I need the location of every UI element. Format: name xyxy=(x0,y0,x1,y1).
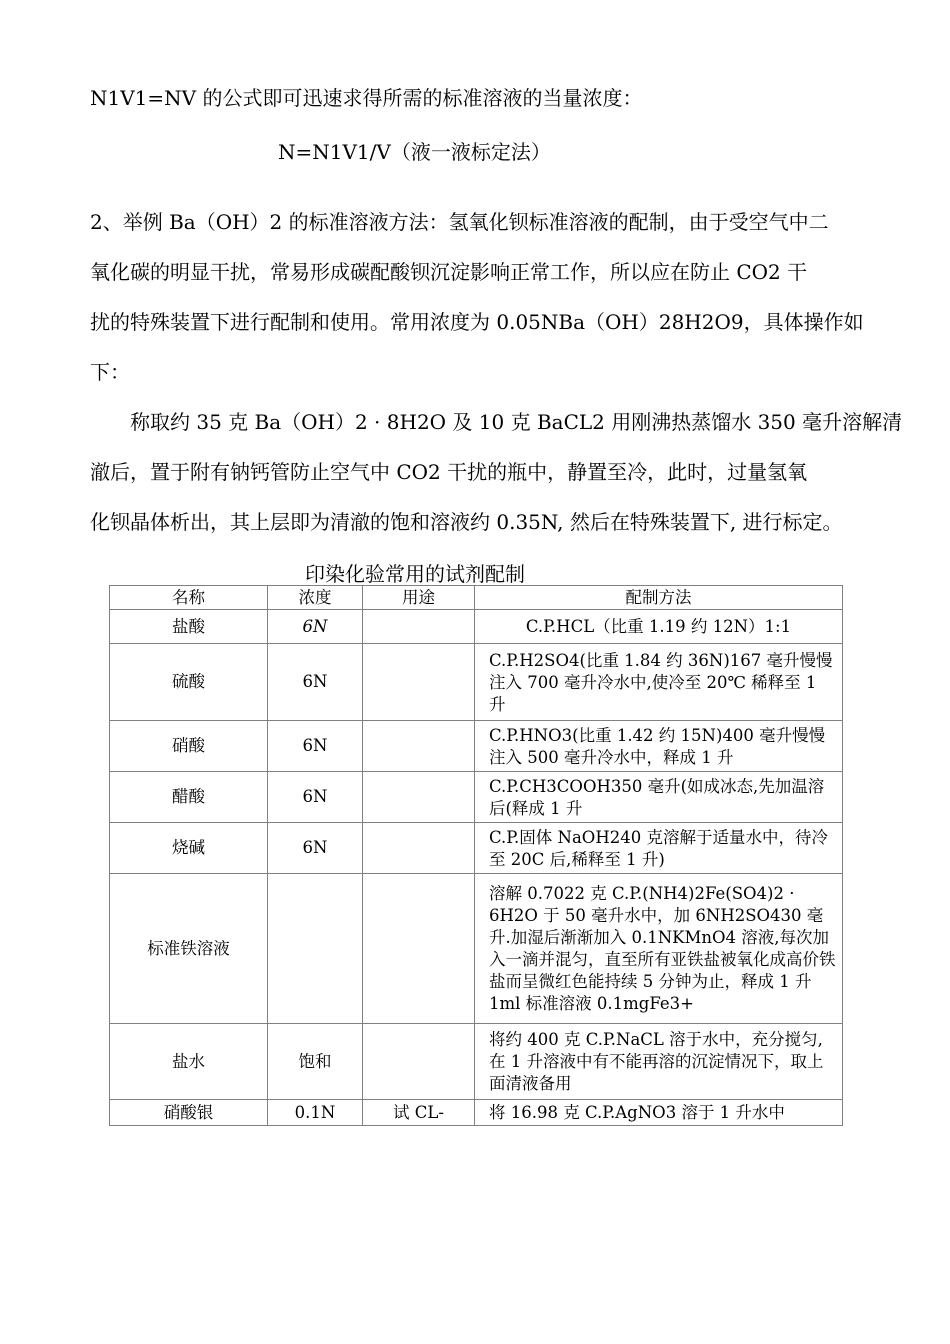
reagent-name: 硝酸 xyxy=(110,721,268,772)
reagent-concentration: 0.1N xyxy=(268,1100,363,1126)
reagent-method: 将约 400 克 C.P.NaCL 溶于水中，充分搅匀, 在 1 升溶液中有不能再溶的沉淀情况下，取上面清液备用 xyxy=(475,1024,843,1100)
reagent-concentration: 饱和 xyxy=(268,1024,363,1100)
body-text-line: 2、举例 Ba（OH）2 的标准溶液方法：氢氧化钡标准溶液的配制，由于受空气中二 xyxy=(90,210,829,234)
reagent-method: C.P.HCL（比重 1.19 约 12N）1:1 xyxy=(475,610,843,644)
reagent-name: 硝酸银 xyxy=(110,1100,268,1126)
reagent-use xyxy=(363,610,475,644)
reagent-name: 盐水 xyxy=(110,1024,268,1100)
reagent-concentration: 6N xyxy=(268,823,363,874)
reagent-concentration: 6N xyxy=(268,772,363,823)
reagent-use xyxy=(363,1024,475,1100)
reagent-method: C.P.CH3COOH350 毫升(如成冰态,先加温溶后(释成 1 升 xyxy=(475,772,843,823)
reagent-use xyxy=(363,874,475,1024)
table-header-row xyxy=(110,586,843,610)
table-row xyxy=(110,610,843,644)
table-caption: 印染化验常用的试剂配制 xyxy=(305,562,525,586)
formula-line: N=N1V1/V（液一液标定法） xyxy=(278,140,551,164)
body-text-line: 化钡晶体析出，其上层即为清澈的饱和溶液约 0.35N, 然后在特殊装置下, 进行标定。 xyxy=(90,510,843,534)
table-row xyxy=(110,721,843,772)
column-header-name: 名称 xyxy=(110,586,268,610)
reagent-use xyxy=(363,721,475,772)
reagent-method: C.P.H2SO4(比重 1.84 约 36N)167 毫升慢慢注入 700 毫升冷水中,使冷至 20℃ 稀释至 1 升 xyxy=(475,644,843,721)
reagent-method: C.P.HNO3(比重 1.42 约 15N)400 毫升慢慢注入 500 毫升冷水中，释成 1 升 xyxy=(475,721,843,772)
reagent-concentration: 6N xyxy=(268,721,363,772)
table-row xyxy=(110,1024,843,1100)
table-row xyxy=(110,1100,843,1126)
reagent-table xyxy=(109,585,843,1126)
table-row xyxy=(110,823,843,874)
column-header-concentration: 浓度 xyxy=(268,586,363,610)
table-row xyxy=(110,644,843,721)
reagent-method: 将 16.98 克 C.P.AgNO3 溶于 1 升水中 xyxy=(475,1100,843,1126)
reagent-name: 标准铁溶液 xyxy=(110,874,268,1024)
table-row xyxy=(110,772,843,823)
body-text-line: 扰的特殊装置下进行配制和使用。常用浓度为 0.05NBa（OH）28H2O9，具体操作如 xyxy=(90,310,864,334)
reagent-name: 醋酸 xyxy=(110,772,268,823)
reagent-method: 溶解 0.7022 克 C.P.(NH4)2Fe(SO4)2 · 6H2O 于 50 毫升水中，加 6NH2SO430 毫升.加湿后渐渐加入 0.1NKMnO4 溶液,每次加入一滴并混匀，直至所有亚铁盐被氧化成高价铁盐而呈微红色能持续 5 分钟为止，释成 1 升 1ml 标准溶液 0.1mgFe3+ xyxy=(475,874,843,1024)
reagent-name: 硫酸 xyxy=(110,644,268,721)
reagent-use xyxy=(363,644,475,721)
body-text-line: 氧化碳的明显干扰，常易形成碳配酸钡沉淀影响正常工作，所以应在防止 CO2 干 xyxy=(90,260,808,284)
reagent-use xyxy=(363,823,475,874)
reagent-name: 烧碱 xyxy=(110,823,268,874)
body-text-line: 澈后，置于附有钠钙管防止空气中 CO2 干扰的瓶中，静置至冷，此时，过量氢氧 xyxy=(90,460,808,484)
body-text-line: 下： xyxy=(90,360,130,384)
column-header-method: 配制方法 xyxy=(475,586,843,610)
reagent-concentration xyxy=(268,874,363,1024)
reagent-concentration: 6N xyxy=(268,644,363,721)
column-header-use: 用途 xyxy=(363,586,475,610)
reagent-method: C.P.固体 NaOH240 克溶解于适量水中，待冷至 20C 后,稀释至 1 升) xyxy=(475,823,843,874)
reagent-use xyxy=(363,772,475,823)
table-row xyxy=(110,874,843,1024)
reagent-name: 盐酸 xyxy=(110,610,268,644)
body-text-line: N1V1=NV 的公式即可迅速求得所需的标准溶液的当量浓度： xyxy=(90,86,643,110)
reagent-concentration: 6N xyxy=(268,610,363,644)
body-text-line: 称取约 35 克 Ba（OH）2 · 8H2O 及 10 克 BaCL2 用刚沸热蒸馏水 350 毫升溶解清 xyxy=(130,410,903,434)
reagent-use: 试 CL- xyxy=(363,1100,475,1126)
